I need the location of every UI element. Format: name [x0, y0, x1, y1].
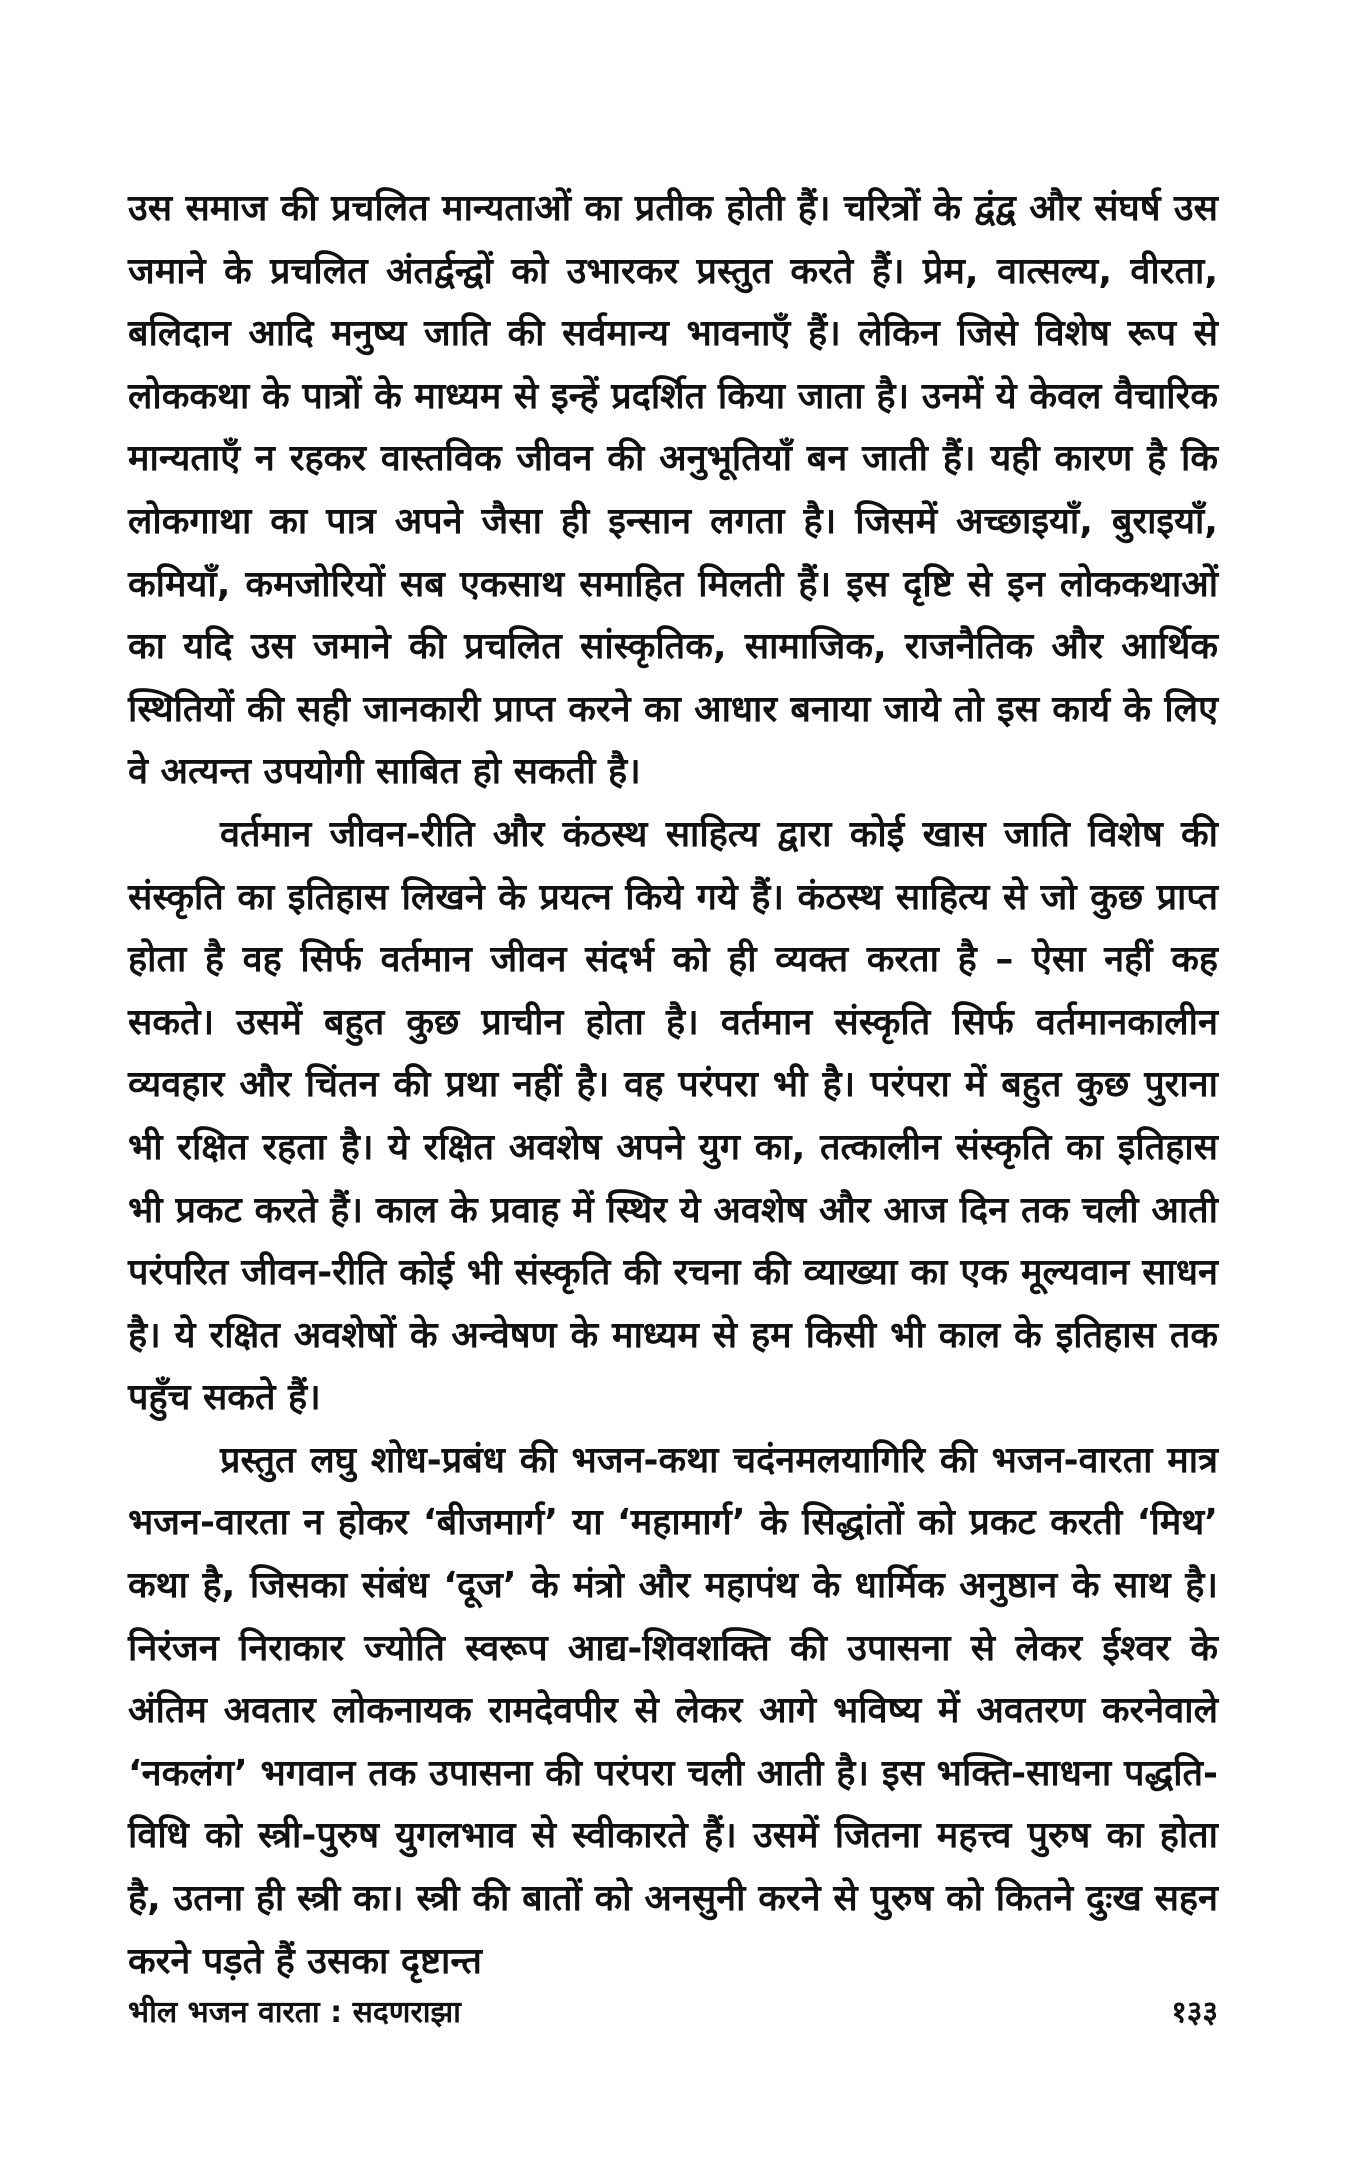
page-number: १३३ — [1171, 1995, 1218, 2030]
book-title: भील भजन वारता : सदणराझा — [128, 1995, 461, 2030]
paragraph-2: वर्तमान जीवन-रीति और कंठस्थ साहित्य द्वारा कोई खास जाति विशेष की संस्कृति का इतिहास लिखने के प्रयत्न किये गये हैं। कंठस्थ साहित्य से जो कुछ प्राप्त होता है वह सिर्फ वर्तमान जीवन संदर्भ को ही व्यक्त करता है – ऐसा नहीं कह सकते। उसमें बहुत कुछ प्राचीन होता है। वर्तमान संस्कृति सिर्फ वर्तमानकालीन व्यवहार और चिंतन की प्रथा नहीं है। वह परंपरा भी है। परंपरा में बहुत कुछ पुराना भी रक्षित रहता है। ये रक्षित अवशेष अपने युग का, तत्कालीन संस्कृति का इतिहास भी प्रकट करते हैं। काल के प्रवाह में स्थिर ये अवशेष और आज दिन तक चली आती परंपरित जीवन-रीति कोई भी संस्कृति की रचना की व्याख्या का एक मूल्यवान साधन है। ये रक्षित अवशेषों के अन्वेषण के माध्यम से हम किसी भी काल के इतिहास तक पहुँच सकते हैं। — [128, 813, 1218, 1419]
page-footer — [128, 1990, 1218, 2040]
paragraph-1: उस समाज की प्रचलित मान्यताओं का प्रतीक होती हैं। चरित्रों के द्वंद्व और संघर्ष उस जमाने के प्रचलित अंतर्द्वन्द्वों को उभारकर प्रस्तुत करते हैं। प्रेम, वात्सल्य, वीरता, बलिदान आदि मनुष्य जाति की सर्वमान्य भावनाएँ हैं। लेकिन जिसे विशेष रूप से लोककथा के पात्रों के माध्यम से इन्हें प्रदर्शित किया जाता है। उनमें ये केवल वैचारिक मान्यताएँ न रहकर वास्तविक जीवन की अनुभूतियाँ बन जाती हैं। यही कारण है कि लोकगाथा का पात्र अपने जैसा ही इन्सान लगता है। जिसमें अच्छाइयाँ, बुराइयाँ, कमियाँ, कमजोरियों सब एकसाथ समाहित मिलती हैं। इस दृष्टि से इन लोककथाओं का यदि उस जमाने की प्रचलित सांस्कृतिक, सामाजिक, राजनैतिक और आर्थिक स्थितियों की सही जानकारी प्राप्त करने का आधार बनाया जाये तो इस कार्य के लिए वे अत्यन्त उपयोगी साबित हो सकती है। — [128, 188, 1218, 793]
paragraph-3: प्रस्तुत लघु शोध-प्रबंध की भजन-कथा चदंनमलयागिरि की भजन-वारता मात्र भजन-वारता न होकर ‘बीजमार्ग’ या ‘महामार्ग’ के सिद्धांतों को प्रकट करती ‘मिथ’ कथा है, जिसका संबंध ‘दूज’ के मंत्रो और महापंथ के धार्मिक अनुष्ठान के साथ है। निरंजन निराकार ज्योति स्वरूप आद्य-शिवशक्ति की उपासना से लेकर ईश्वर के अंतिम अवतार लोकनायक रामदेवपीर से लेकर आगे भविष्य में अवतरण करनेवाले ‘नकलंग’ भगवान तक उपासना की परंपरा चली आती है। इस भक्ति-साधना पद्धति-विधि को स्त्री-पुरुष युगलभाव से स्वीकारते हैं। उसमें जितना महत्त्व पुरुष का होता है, उतना ही स्त्री का। स्त्री की बातों को अनसुनी करने से पुरुष को कितने दुःख सहन करने पड़ते हैं उसका दृष्टान्त — [128, 1439, 1218, 1982]
body-text — [128, 178, 1218, 1993]
